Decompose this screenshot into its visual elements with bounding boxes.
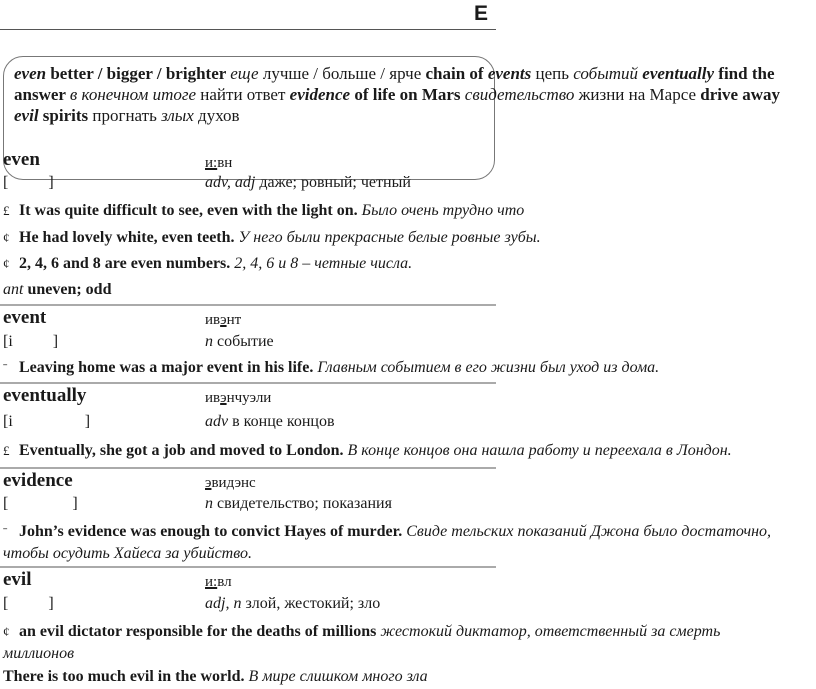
example-event-1: ˉ Leaving home was a major event in his life. Главным событием в его жизни был уход из дома. [3, 359, 660, 376]
gloss-even: adv, adj даже; ровный; четный [205, 174, 411, 191]
gloss-event: n событие [205, 333, 274, 350]
headword-evidence: evidence [3, 470, 73, 491]
gloss-evidence: n свидетельство; показания [205, 495, 392, 512]
pronunciation-evil: и:вл [205, 574, 232, 590]
cent-icon: ¢ [3, 256, 10, 271]
example-evidence-1: ˉ John’s evidence was enough to convict Hayes of murder. Свиде тельских показаний Джона было достаточно, чтобы осудить Хайеса за убийство. [3, 523, 772, 562]
headword-event: event [3, 307, 47, 328]
transcription-event: [i ] [3, 333, 59, 350]
pronunciation-evidence: эвидэнс [205, 475, 256, 491]
entry-divider [0, 566, 496, 568]
cent-icon: ¢ [3, 624, 10, 639]
pronunciation-eventually: ивэнчуэли [205, 390, 272, 406]
pound-icon: £ [3, 443, 10, 458]
headword-even: even [3, 149, 40, 170]
gloss-eventually: adv в конце концов [205, 413, 335, 430]
example-even-1: £ It was quite difficult to see, even with the light on. Было очень трудно что [3, 202, 525, 219]
transcription-evidence: [ ] [3, 495, 78, 512]
example-eventually-1: £ Eventually, she got a job and moved to London. В конце концов она нашла работу и переехала в Лондон. [3, 442, 732, 459]
gloss-evil: adj, n злой, жестокий; зло [205, 595, 381, 612]
antonym-even: ant uneven; odd [3, 281, 112, 298]
transcription-evil: [ ] [3, 595, 54, 612]
header-rule [0, 29, 496, 30]
transcription-even: [ ] [3, 174, 54, 191]
pronunciation-even: и:вн [205, 155, 233, 171]
macron-icon: ˉ [3, 360, 8, 375]
collocations-text: even better / bigger / brighter еще лучше / больше / ярче chain of events цепь событий eventually find the answer в конечном итоге найти ответ evidence of life on Mars свидетельство жизни на Марсе drive away evil spirits прогнать злых духов [14, 64, 781, 125]
example-evil-1: ¢ an evil dictator responsible for the deaths of millions жестокий диктатор, ответственный за смерть миллионов [3, 623, 721, 662]
entry-divider [0, 304, 496, 306]
headword-evil: evil [3, 569, 32, 590]
example-evil-2: There is too much evil in the world. В мире слишком много зла [3, 668, 428, 685]
pound-icon: £ [3, 203, 10, 218]
macron-icon: ˉ [3, 524, 8, 539]
transcription-eventually: [i ] [3, 413, 91, 430]
pronunciation-event: ивэнт [205, 312, 242, 328]
headword-eventually: eventually [3, 385, 87, 406]
cent-icon: ¢ [3, 230, 10, 245]
example-even-3: ¢ 2, 4, 6 and 8 are even numbers. 2, 4, 6 и 8 – четные числа. [3, 255, 413, 272]
section-letter: E [474, 2, 489, 25]
entry-divider [0, 382, 496, 384]
entry-divider [0, 467, 496, 469]
example-even-2: ¢ He had lovely white, even teeth. У него были прекрасные белые ровные зубы. [3, 229, 541, 246]
